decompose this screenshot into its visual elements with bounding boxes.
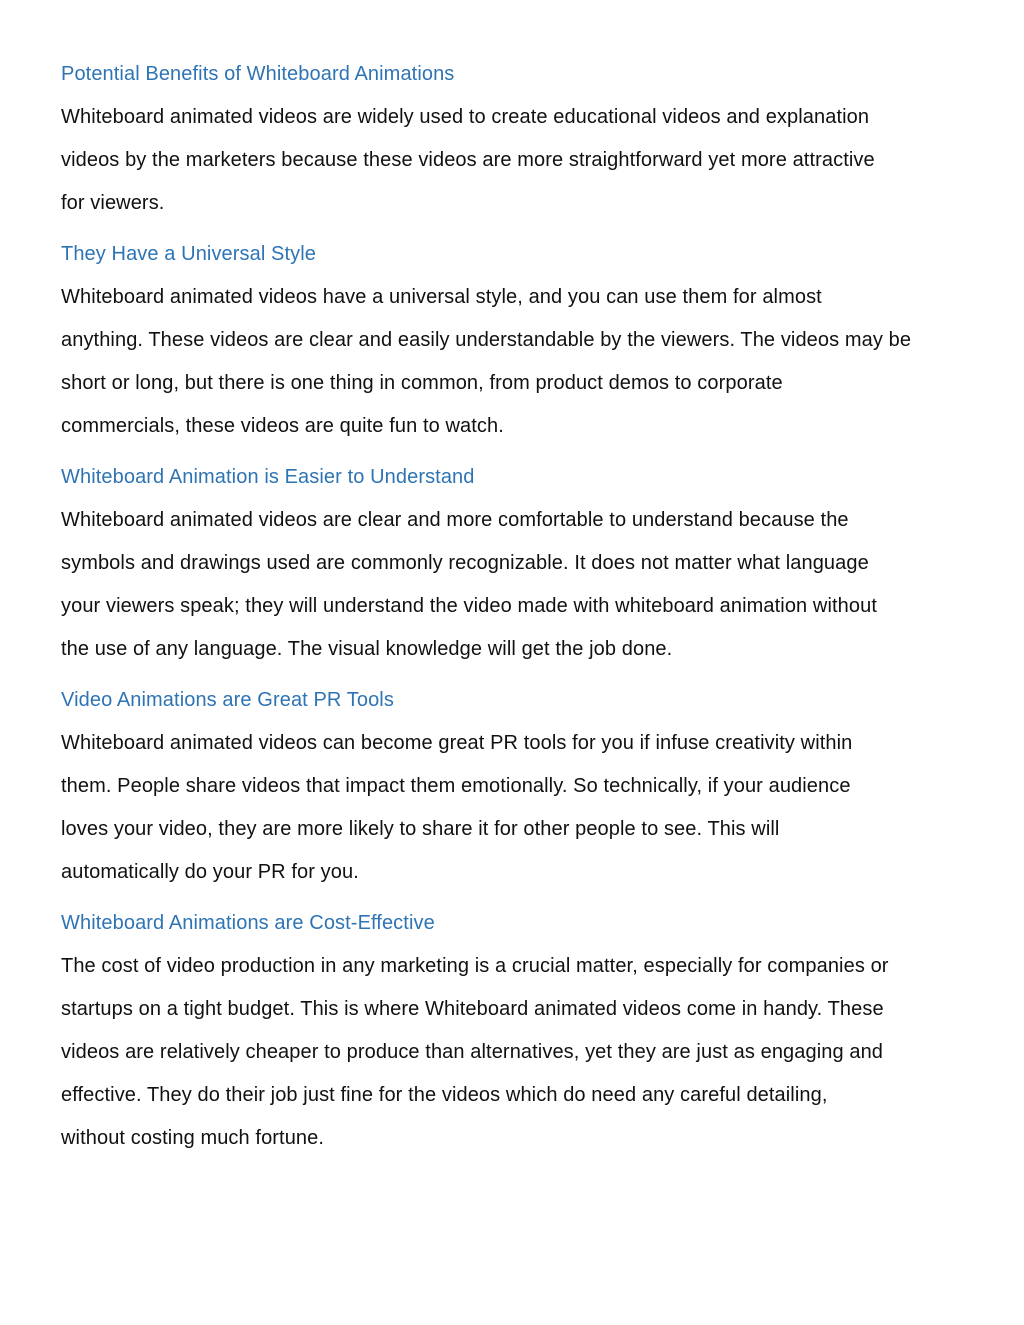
paragraph-line: Whiteboard animated videos have a universal style, and you can use them for almost — [61, 286, 822, 308]
section-paragraph — [61, 499, 961, 671]
paragraph-line: Whiteboard animated videos are clear and more comfortable to understand because the — [61, 509, 849, 531]
paragraph-line: short or long, but there is one thing in common, from product demos to corporate — [61, 372, 783, 394]
section-heading: Video Animations are Great PR Tools — [61, 689, 394, 711]
section-paragraph — [61, 96, 961, 225]
section-heading: They Have a Universal Style — [61, 243, 317, 265]
section-paragraph — [61, 945, 961, 1160]
paragraph-line: anything. These videos are clear and easily understandable by the viewers. The videos may be — [61, 329, 912, 351]
section-paragraph — [61, 276, 961, 448]
paragraph-line: videos by the marketers because these videos are more straightforward yet more attractive — [61, 149, 875, 171]
paragraph-line: loves your video, they are more likely to share it for other people to see. This will — [61, 818, 780, 840]
section-heading: Potential Benefits of Whiteboard Animations — [61, 63, 455, 85]
paragraph-line: startups on a tight budget. This is where Whiteboard animated videos come in handy. These — [61, 998, 884, 1020]
section-potential-benefits — [61, 58, 961, 225]
paragraph-line: without costing much fortune. — [61, 1127, 325, 1149]
paragraph-line: The cost of video production in any marketing is a crucial matter, especially for companies or — [61, 955, 889, 977]
paragraph-line: your viewers speak; they will understand the video made with whiteboard animation without — [61, 595, 877, 617]
section-heading: Whiteboard Animation is Easier to Understand — [61, 466, 475, 488]
section-easier-to-understand — [61, 461, 961, 671]
section-universal-style — [61, 238, 961, 448]
paragraph-line: Whiteboard animated videos are widely used to create educational videos and explanation — [61, 106, 870, 128]
document-page — [61, 58, 961, 1160]
paragraph-line: effective. They do their job just fine for the videos which do need any careful detailing, — [61, 1084, 828, 1106]
section-heading: Whiteboard Animations are Cost-Effective — [61, 912, 435, 934]
section-paragraph — [61, 722, 961, 894]
section-cost-effective — [61, 907, 961, 1160]
paragraph-line: Whiteboard animated videos can become great PR tools for you if infuse creativity within — [61, 732, 853, 754]
paragraph-line: automatically do your PR for you. — [61, 861, 359, 883]
paragraph-line: them. People share videos that impact them emotionally. So technically, if your audience — [61, 775, 851, 797]
section-pr-tools — [61, 684, 961, 894]
paragraph-line: the use of any language. The visual knowledge will get the job done. — [61, 638, 673, 660]
paragraph-line: for viewers. — [61, 192, 165, 214]
paragraph-line: videos are relatively cheaper to produce than alternatives, yet they are just as engaging and — [61, 1041, 884, 1063]
paragraph-line: commercials, these videos are quite fun to watch. — [61, 415, 504, 437]
paragraph-line: symbols and drawings used are commonly recognizable. It does not matter what language — [61, 552, 869, 574]
